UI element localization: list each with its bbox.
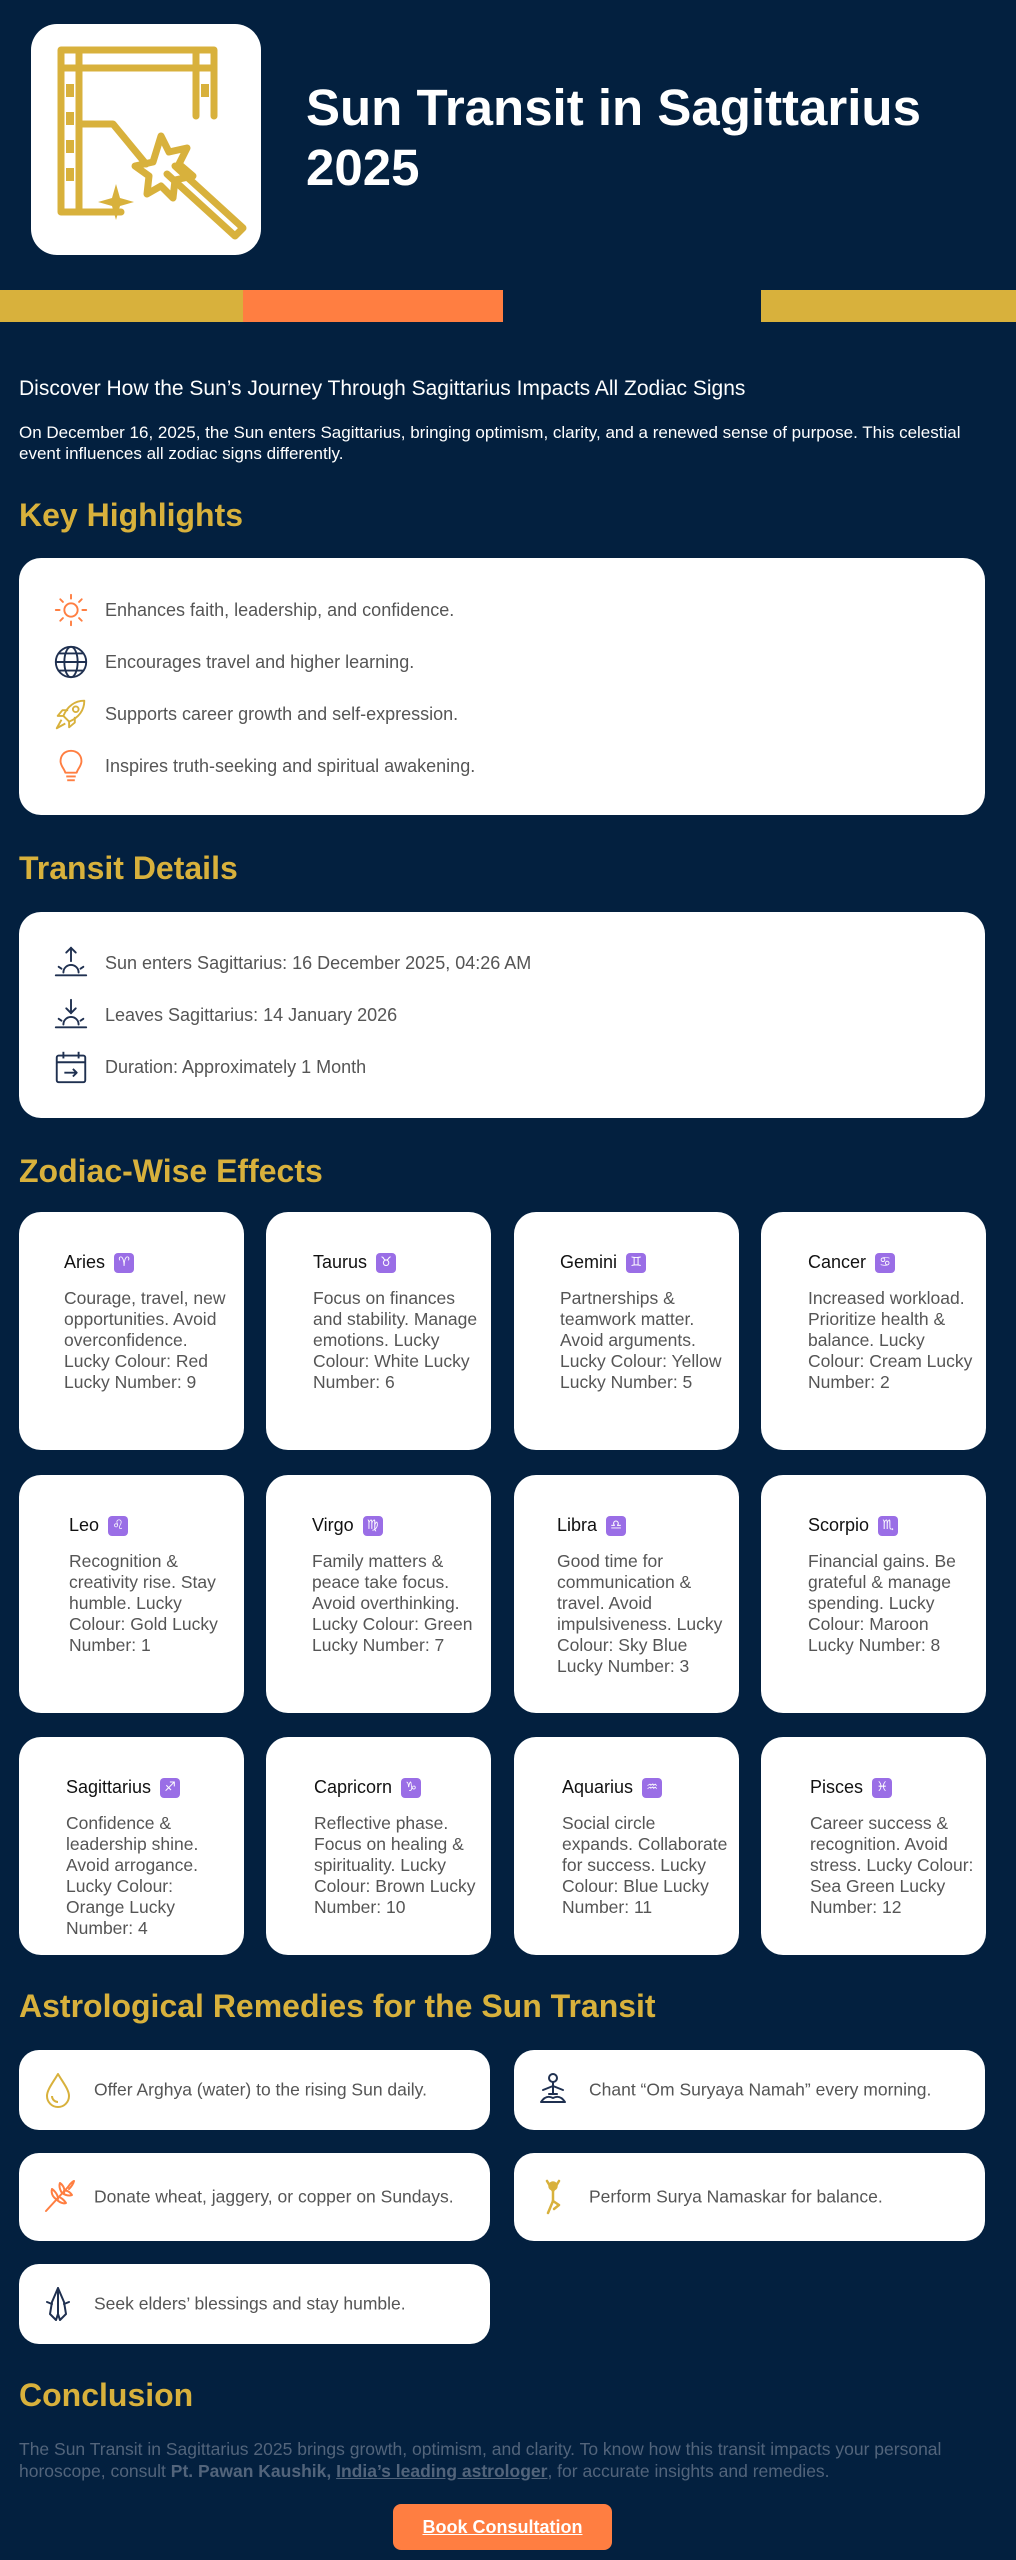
transit-item [51,995,397,1035]
zodiac-text: Social circle expands. Collaborate for success. Lucky Colour: Blue Lucky Number: 11 [562,1813,728,1917]
zodiac-card-libra [514,1475,739,1713]
zodiac-heading [314,1777,421,1798]
zodiac-card-virgo [266,1475,491,1713]
wheat-icon [38,2177,78,2217]
highlight-text: Supports career growth and self-expression. [105,703,459,724]
zodiac-text: Recognition & creativity rise. Stay humble. Lucky Colour: Gold Lucky Number: 1 [69,1551,218,1655]
author-separator: , [326,2461,337,2481]
zodiac-name: Sagittarius [66,1777,152,1797]
zodiac-card-aquarius [514,1737,739,1955]
header [0,0,1016,290]
lightbulb-icon [51,746,91,786]
zodiac-card-pisces [761,1737,986,1955]
remedy-card [514,2050,985,2130]
zodiac-text: Increased workload. Prioritize health & balance. Lucky Colour: Cream Lucky Number: 2 [808,1288,973,1392]
highlight-text: Encourages travel and higher learning. [105,651,415,672]
highlights-title: Key Highlights [19,497,244,533]
transit-text: Sun enters Sagittarius: 16 December 2025, 04:26 AM [105,952,532,973]
zodiac-name: Aries [64,1252,106,1272]
zodiac-heading [64,1252,134,1273]
pisces-symbol-icon: ♓ [872,1778,892,1798]
conclusion-text [19,2438,994,2482]
zodiac-heading [808,1515,898,1536]
zodiac-heading [810,1777,892,1798]
zodiac-name: Leo [69,1515,100,1535]
intro-text: On December 16, 2025, the Sun enters Sagittarius, bringing optimism, clarity, and a renewed sense of purpose. This celestial event influences all zodiac signs differently. [19,423,961,463]
zodiac-name: Libra [557,1515,598,1535]
water-drop-icon [38,2070,78,2110]
zodiac-heading [557,1515,626,1536]
zodiac-card-gemini [514,1212,739,1450]
zodiac-heading [562,1777,662,1798]
conclusion-text-before: The Sun Transit in Sagittarius 2025 brings growth, optimism, and clarity. To know how this transit impacts your personal horoscope, consult [19,2439,942,2481]
zodiac-name: Aquarius [562,1777,634,1797]
remedy-text: Donate wheat, jaggery, or copper on Sundays. [94,2186,454,2207]
zodiac-heading [313,1252,396,1273]
zodiac-text: Career success & recognition. Avoid stress. Lucky Colour: Sea Green Lucky Number: 12 [810,1813,974,1917]
transit-item [51,1047,366,1087]
remedy-text: Offer Arghya (water) to the rising Sun daily. [94,2079,427,2100]
zodiac-heading [560,1252,646,1273]
zodiac-text: Courage, travel, new opportunities. Avoid overconfidence. Lucky Colour: Red Lucky Number: 9 [64,1288,226,1392]
gemini-symbol-icon: ♊ [626,1253,646,1273]
remedy-card [514,2153,985,2241]
sun-icon [51,590,91,630]
zodiac-name: Gemini [560,1252,618,1272]
sagittarius-symbol-icon: ♐ [160,1778,180,1798]
cancer-symbol-icon: ♋ [875,1253,895,1273]
remedy-card [19,2264,490,2344]
highlight-text: Enhances faith, leadership, and confidence. [105,599,455,620]
intro-heading: Discover How the Sun’s Journey Through Sagittarius Impacts All Zodiac Signs [19,377,746,400]
praying-hands-icon [38,2284,78,2324]
zodiac-text: Good time for communication & travel. Avoid impulsiveness. Lucky Colour: Sky Blue Lucky Number: 3 [557,1551,723,1676]
author-name: Pt. Pawan Kaushik [170,2461,327,2481]
highlight-item [51,590,454,630]
highlight-item [51,694,458,734]
aquarius-symbol-icon: ♒ [642,1778,662,1798]
zodiac-text: Confidence & leadership shine. Avoid arrogance. Lucky Colour: Orange Lucky Number: 4 [66,1813,199,1938]
zodiac-text: Financial gains. Be grateful & manage spending. Lucky Colour: Maroon Lucky Number: 8 [808,1551,956,1655]
zodiac-name: Pisces [810,1777,864,1797]
zodiac-name: Capricorn [314,1777,393,1797]
remedies-title: Astrological Remedies for the Sun Transit [19,1988,656,2024]
zodiac-text: Partnerships & teamwork matter. Avoid arguments. Lucky Colour: Yellow Lucky Number: 5 [560,1288,722,1392]
transit-title: Transit Details [19,850,238,886]
decor-stripe-gold-right [761,290,1016,322]
film-magic-wand-icon [31,24,261,255]
highlight-item [51,746,475,786]
decor-stripe-orange [243,290,503,322]
transit-text: Duration: Approximately 1 Month [105,1056,367,1077]
logo [31,24,261,255]
zodiac-heading [808,1252,895,1273]
zodiac-title: Zodiac-Wise Effects [19,1153,323,1189]
conclusion-title: Conclusion [19,2377,194,2413]
zodiac-text: Reflective phase. Focus on healing & spirituality. Lucky Colour: Brown Lucky Number: 10 [314,1813,476,1917]
zodiac-heading [66,1777,180,1798]
meditation-icon [533,2070,573,2110]
page-title [306,78,946,198]
astrologer-link[interactable]: India’s leading astrologer [336,2461,548,2481]
conclusion-text-after: , for accurate insights and remedies. [547,2461,830,2481]
zodiac-name: Cancer [808,1252,867,1272]
decor-stripe-gold-left [0,290,243,322]
zodiac-name: Scorpio [808,1515,870,1535]
highlight-text: Inspires truth-seeking and spiritual awakening. [105,755,476,776]
sunrise-icon [51,943,91,983]
zodiac-card-sagittarius [19,1737,244,1955]
zodiac-card-leo [19,1475,244,1713]
zodiac-card-scorpio [761,1475,986,1713]
taurus-symbol-icon: ♉ [376,1253,396,1273]
highlight-item [51,642,414,682]
sunset-icon [51,995,91,1035]
remedy-text: Perform Surya Namaskar for balance. [589,2186,883,2207]
remedy-text: Seek elders’ blessings and stay humble. [94,2293,406,2314]
zodiac-card-cancer [761,1212,986,1450]
aries-symbol-icon: ♈ [114,1253,134,1273]
transit-item [51,943,531,983]
rocket-icon [51,694,91,734]
zodiac-text: Family matters & peace take focus. Avoid overthinking. Lucky Colour: Green Lucky Number: 7 [312,1551,473,1655]
leo-symbol-icon: ♌ [108,1516,128,1536]
zodiac-card-capricorn [266,1737,491,1955]
book-consultation-button[interactable]: Book Consultation [393,2504,612,2550]
remedy-card [19,2050,490,2130]
highlights-card [19,558,985,815]
zodiac-heading [312,1515,383,1536]
remedy-text: Chant “Om Suryaya Namah” every morning. [589,2079,932,2100]
zodiac-heading [69,1515,128,1536]
transit-card [19,912,985,1118]
zodiac-text: Focus on finances and stability. Manage emotions. Lucky Colour: White Lucky Number: 6 [313,1288,478,1392]
title-line-1: Sun Transit in Sagittarius [306,79,921,136]
zodiac-name: Taurus [313,1252,368,1272]
scorpio-symbol-icon: ♏ [878,1516,898,1536]
virgo-symbol-icon: ♍ [363,1516,383,1536]
zodiac-card-aries [19,1212,244,1450]
remedy-card [19,2153,490,2241]
globe-icon [51,642,91,682]
yoga-pose-icon [533,2177,573,2217]
title-line-2: 2025 [306,139,420,196]
zodiac-name: Virgo [312,1515,354,1535]
libra-symbol-icon: ♎ [606,1516,626,1536]
capricorn-symbol-icon: ♑ [401,1778,421,1798]
zodiac-card-taurus [266,1212,491,1450]
transit-text: Leaves Sagittarius: 14 January 2026 [105,1004,398,1025]
calendar-icon [51,1047,91,1087]
